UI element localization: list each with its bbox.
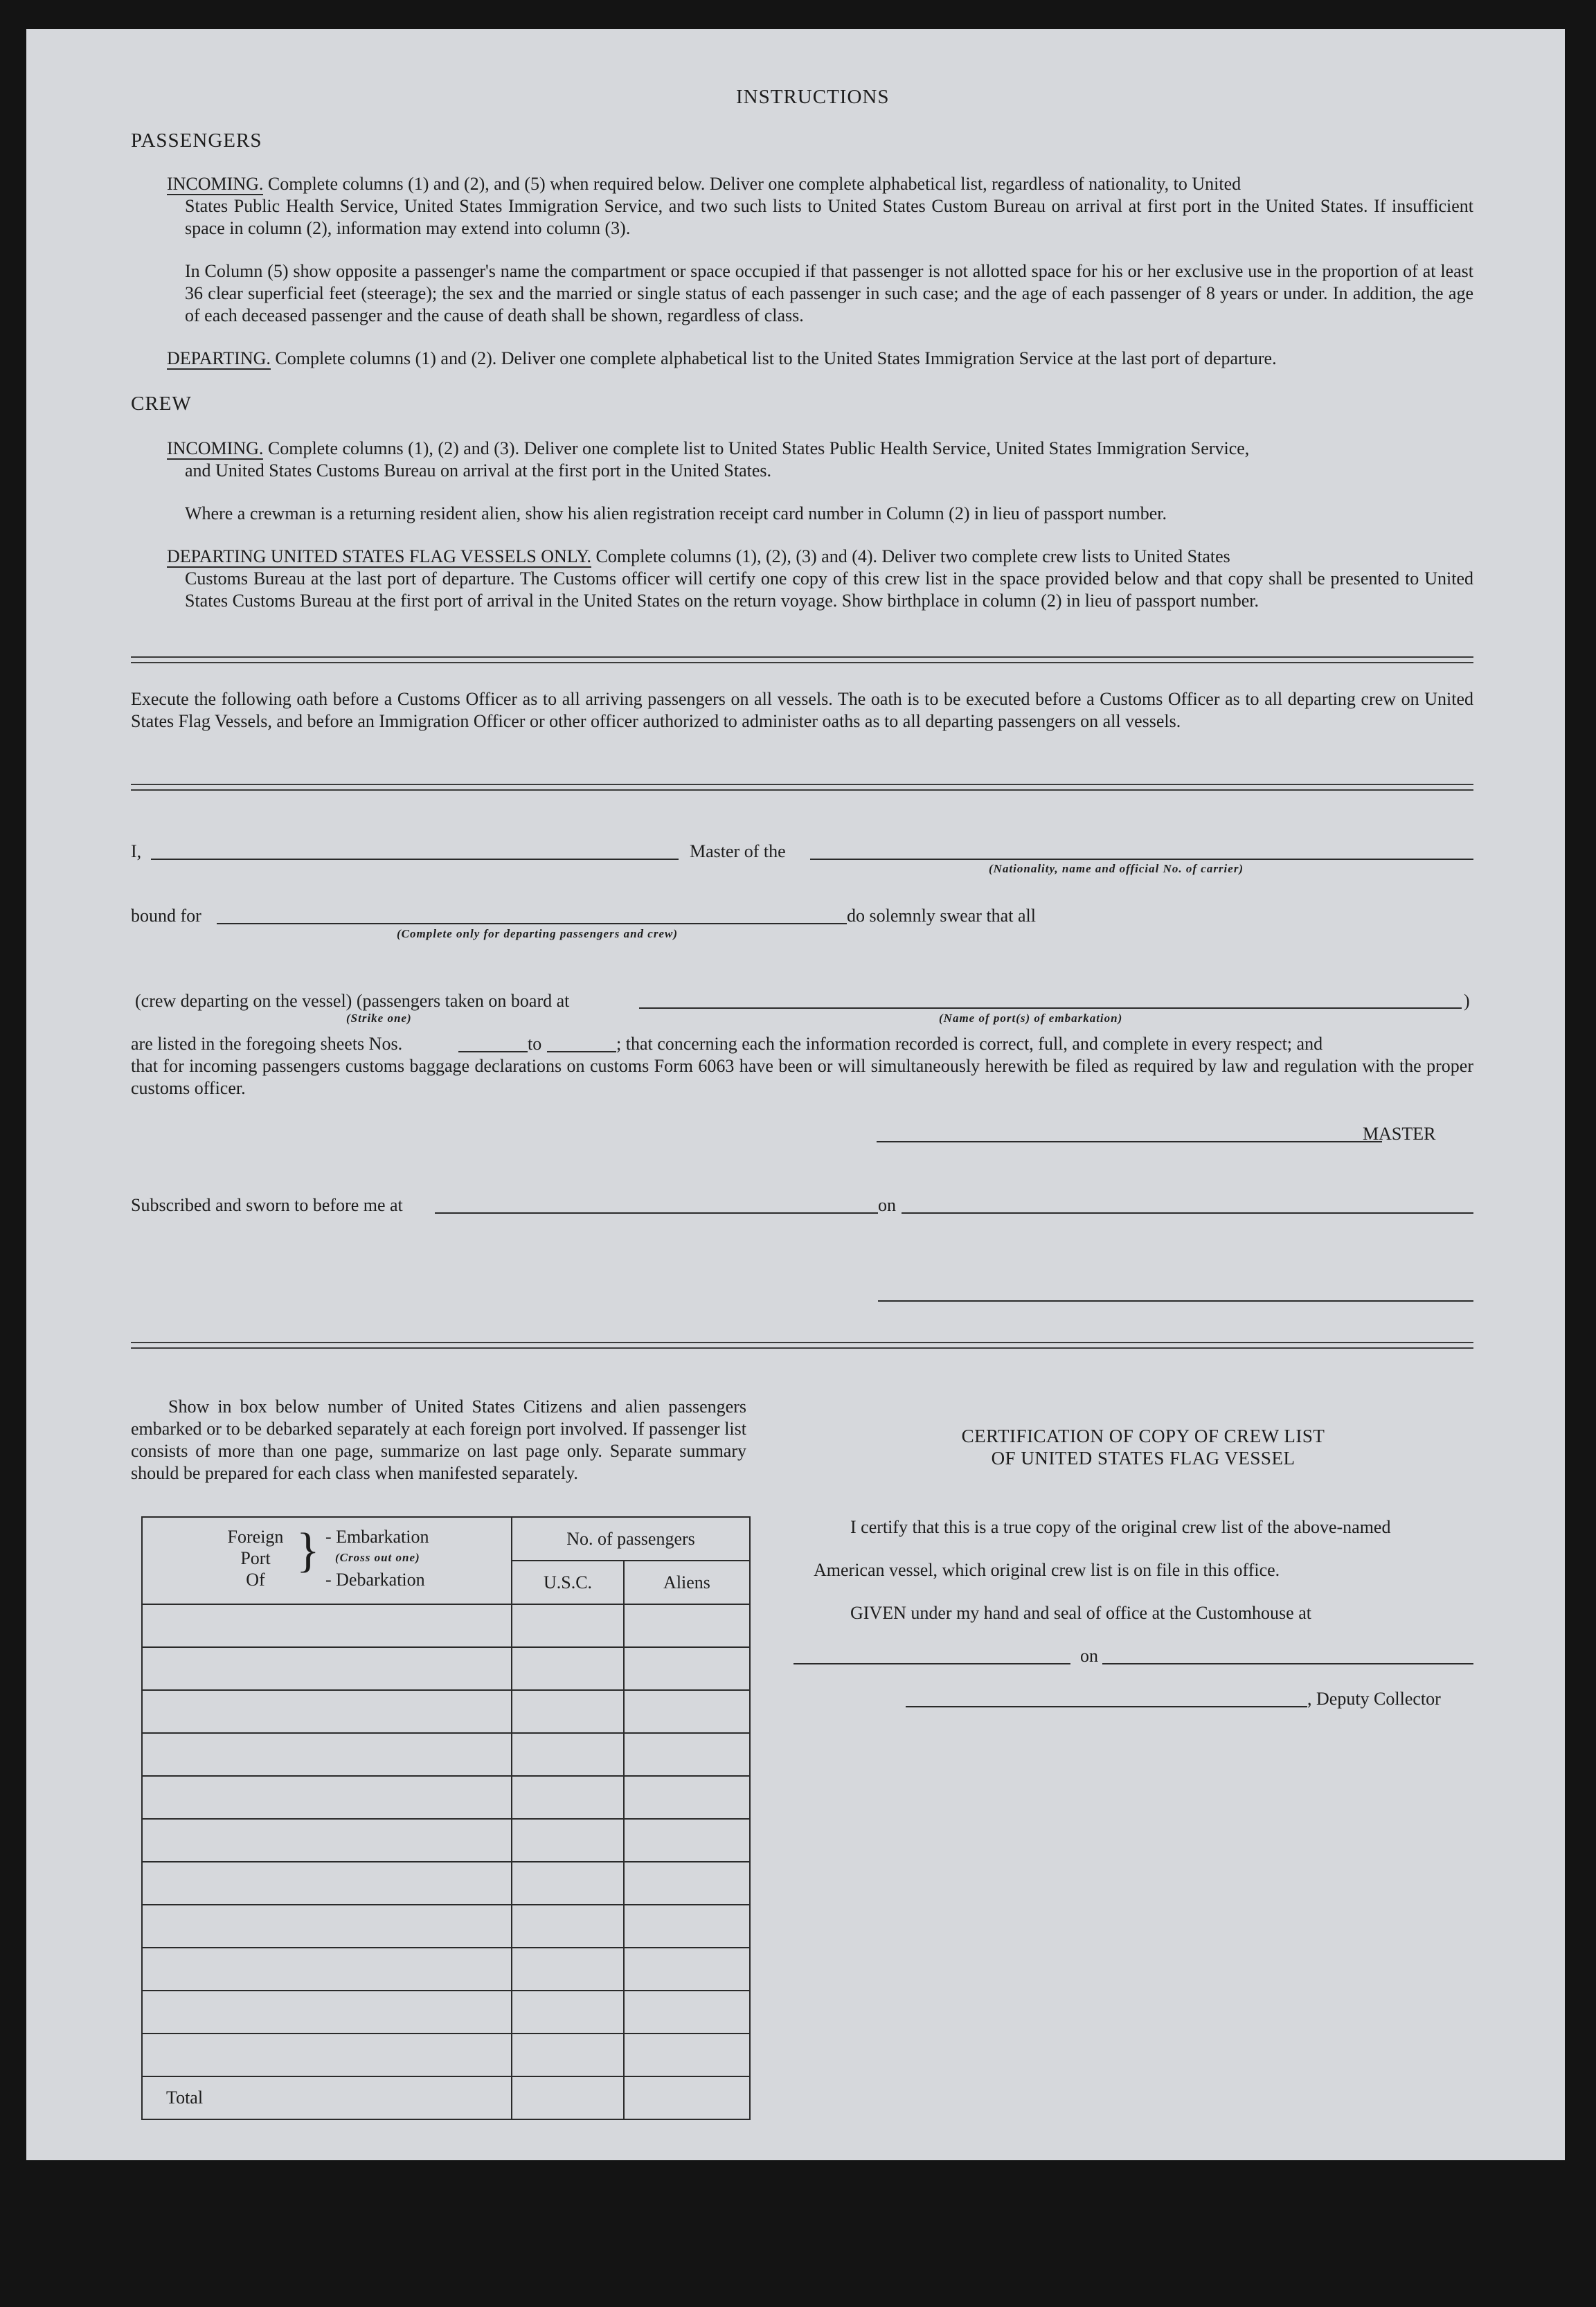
sheet-from-line[interactable] [458, 1051, 528, 1052]
customhouse-line[interactable] [793, 1663, 1070, 1664]
usc-cell[interactable] [512, 1862, 624, 1905]
master-of-the-label: Master of the [690, 841, 786, 861]
crew-departing-line1 [167, 546, 1473, 568]
close-paren: ) [1464, 991, 1470, 1011]
passengers-heading: PASSENGERS [131, 129, 262, 152]
subscribed-date-line[interactable] [902, 1212, 1473, 1214]
summary-row [142, 2034, 750, 2076]
aliens-cell[interactable] [624, 1647, 750, 1690]
passengers-incoming-label: INCOMING. [167, 174, 264, 194]
crew-departing-text-2: Customs Bureau at the last port of departure. The Customs officer will certify one copy of this crew list in the space provided below and that copy shall be presented to United States Customs Bureau at the first port of arrival in the United States on the return voyage. Show birthplace in column (2) in lieu of passport number. [185, 568, 1473, 611]
usc-cell[interactable] [512, 1776, 624, 1819]
summary-row [142, 1862, 750, 1905]
aliens-cell[interactable] [624, 1776, 750, 1819]
certification-on-label: on [1080, 1646, 1098, 1666]
passengers-incoming-text-2: States Public Health Service, United States Immigration Service, and two such lists to United States Custom Bureau on arrival at first port in the United States. If insufficient space in column (2), information may extend into column (3). [185, 196, 1473, 238]
form-page [26, 29, 1565, 2160]
divider-2 [131, 784, 1473, 791]
nationality-caption: (Nationality, name and official No. of carrier) [989, 862, 1244, 875]
resident-alien-text: Where a crewman is a returning resident alien, show his alien registration receipt card number in Column (2) in lieu of passport number. [185, 503, 1167, 523]
listed-text-2: that for incoming passengers customs baggage declarations on customs Form 6063 have been or will simultaneously herewith be filed as required by law and regulation with the proper customs officer. [131, 1056, 1473, 1098]
total-usc-cell[interactable] [512, 2076, 624, 2119]
bound-for-line[interactable] [217, 923, 847, 924]
column5-text: In Column (5) show opposite a passenger's name the compartment or space occupied if that passenger is not allotted space for his or her exclusive use in the proportion of at least 36 clear superficial feet (steerage); the sex and the married or single status of each passenger in such case; and the age of each passenger of 8 years or under. In addition, the age of each deceased passenger and the cause of death shall be shown, regardless of class. [185, 261, 1473, 325]
certify-text-2: American vessel, which original crew list is on file in this office. [814, 1560, 1280, 1580]
master-label: MASTER [1363, 1124, 1436, 1144]
aliens-cell[interactable] [624, 1690, 750, 1733]
port-cell[interactable] [142, 2034, 512, 2076]
swear-text: do solemnly swear that all [847, 906, 1036, 926]
crew-departing-label: (crew departing on the vessel) (passengers taken on board at [135, 991, 570, 1011]
crew-incoming-line1 [167, 438, 1473, 460]
given-text: GIVEN under my hand and seal of office at the Customhouse at [850, 1603, 1311, 1623]
to-label: to [528, 1034, 542, 1054]
total-aliens-cell[interactable] [624, 2076, 750, 2119]
passengers-departing-text: Complete columns (1) and (2). Deliver one complete alphabetical list to the United States Immigration Service at the last port of departure. [275, 348, 1277, 368]
oath-i-label: I, [131, 841, 142, 861]
port-cell[interactable] [142, 1948, 512, 1991]
crew-incoming-text-2: and United States Customs Bureau on arrival at the first port in the United States. [185, 460, 772, 481]
aliens-cell[interactable] [624, 1991, 750, 2034]
summary-row [142, 1690, 750, 1733]
col-of: Of [246, 1570, 265, 1590]
col-port: Port [240, 1548, 271, 1568]
debarkation-label: - Debarkation [325, 1570, 425, 1590]
usc-cell[interactable] [512, 1991, 624, 2034]
subscribed-label: Subscribed and sworn to before me at [131, 1195, 403, 1215]
aliens-cell[interactable] [624, 1733, 750, 1776]
port-cell[interactable] [142, 1733, 512, 1776]
usc-cell[interactable] [512, 1819, 624, 1862]
certification-date-line[interactable] [1102, 1663, 1473, 1664]
aliens-cell[interactable] [624, 1604, 750, 1647]
officer-signature-line[interactable] [878, 1300, 1473, 1302]
no-of-passengers-header: No. of passengers [512, 1517, 750, 1561]
aliens-cell[interactable] [624, 1948, 750, 1991]
crew-incoming-label: INCOMING. [167, 438, 264, 458]
carrier-line[interactable] [810, 859, 1473, 860]
passengers-departing-label: DEPARTING. [167, 348, 271, 368]
port-cell[interactable] [142, 1604, 512, 1647]
embarkation-caption: (Name of port(s) of embarkation) [939, 1012, 1123, 1025]
summary-rows [142, 1604, 750, 2076]
summary-row [142, 1905, 750, 1948]
oath-instructions: Execute the following oath before a Customs Officer as to all arriving passengers on all vessels. The oath is to be executed before a Customs Officer as to all departing crew on United States Flag Vessels, and before an Immigration Officer or other officer authorized to administer oaths as to all departing passengers on all vessels. [131, 689, 1473, 731]
usc-header: U.S.C. [512, 1561, 624, 1604]
passengers-incoming-text-1: Complete columns (1) and (2), and (5) when required below. Deliver one complete alphabetical list, regardless of nationality, to United [267, 174, 1241, 194]
port-cell[interactable] [142, 1690, 512, 1733]
sheet-to-line[interactable] [547, 1051, 616, 1052]
usc-cell[interactable] [512, 1690, 624, 1733]
certification-title-1: CERTIFICATION OF COPY OF CREW LIST [961, 1426, 1325, 1446]
summary-row [142, 1991, 750, 2034]
listed-text-1: ; that concerning each the information recorded is correct, full, and complete in every respect; and [616, 1034, 1323, 1054]
bound-for-label: bound for [131, 906, 201, 926]
embarkation-label: - Embarkation [325, 1527, 429, 1547]
usc-cell[interactable] [512, 1905, 624, 1948]
usc-cell[interactable] [512, 1733, 624, 1776]
crew-incoming-text-1: Complete columns (1), (2) and (3). Deliver one complete list to United States Public Health Service, United States Immigration Service, [267, 438, 1250, 458]
embarkation-line[interactable] [639, 1007, 1462, 1009]
subscribed-on-label: on [878, 1195, 896, 1215]
usc-cell[interactable] [512, 1948, 624, 1991]
passenger-summary-table [141, 1516, 751, 2120]
divider-3 [131, 1342, 1473, 1349]
port-cell[interactable] [142, 1819, 512, 1862]
master-signature-line[interactable] [877, 1141, 1382, 1142]
aliens-cell[interactable] [624, 1819, 750, 1862]
port-cell[interactable] [142, 1905, 512, 1948]
summary-row [142, 1647, 750, 1690]
usc-cell[interactable] [512, 1604, 624, 1647]
port-cell[interactable] [142, 1776, 512, 1819]
subscribed-place-line[interactable] [435, 1212, 878, 1214]
instructions-title: INSTRUCTIONS [736, 86, 890, 108]
col-foreign: Foreign [227, 1527, 284, 1547]
summary-row [142, 1819, 750, 1862]
crew-departing-text-1: Complete columns (1), (2), (3) and (4). Deliver two complete crew lists to United States [595, 546, 1230, 566]
port-cell[interactable] [142, 1647, 512, 1690]
cross-out-caption: (Cross out one) [335, 1551, 420, 1564]
strike-caption: (Strike one) [346, 1012, 412, 1025]
summary-row [142, 1733, 750, 1776]
summary-row [142, 1948, 750, 1991]
certification-title [787, 1425, 1500, 1469]
certification-title-2: OF UNITED STATES FLAG VESSEL [991, 1448, 1295, 1469]
certify-text-1: I certify that this is a true copy of the original crew list of the above-named [850, 1517, 1391, 1537]
divider-1 [131, 656, 1473, 663]
aliens-header: Aliens [624, 1561, 750, 1604]
master-name-line[interactable] [151, 859, 679, 860]
deputy-collector-label: , Deputy Collector [1307, 1689, 1441, 1709]
port-cell[interactable] [142, 1991, 512, 2034]
crew-heading: CREW [131, 393, 192, 415]
passengers-departing [167, 348, 1473, 370]
aliens-cell[interactable] [624, 1862, 750, 1905]
usc-cell[interactable] [512, 2034, 624, 2076]
summary-row [142, 1604, 750, 1647]
total-label: Total [142, 2076, 512, 2119]
passengers-incoming-line1 [167, 173, 1473, 195]
brace-icon: } [296, 1524, 320, 1577]
port-cell[interactable] [142, 1862, 512, 1905]
usc-cell[interactable] [512, 1647, 624, 1690]
aliens-cell[interactable] [624, 2034, 750, 2076]
summary-row [142, 1776, 750, 1819]
summary-instructions: Show in box below number of United States Citizens and alien passengers embarked or to be debarked separately at each foreign port involved. If passenger list consists of more than one page, summarize on last page only. Separate summary should be prepared for each class when manifested separately. [131, 1397, 746, 1483]
crew-departing-label: DEPARTING UNITED STATES FLAG VESSELS ONLY. [167, 546, 591, 566]
aliens-cell[interactable] [624, 1905, 750, 1948]
foreign-port-header [142, 1517, 512, 1604]
listed-in-label: are listed in the foregoing sheets Nos. [131, 1034, 403, 1054]
deputy-signature-line[interactable] [906, 1706, 1307, 1707]
bound-caption: (Complete only for departing passengers and crew) [397, 927, 678, 940]
